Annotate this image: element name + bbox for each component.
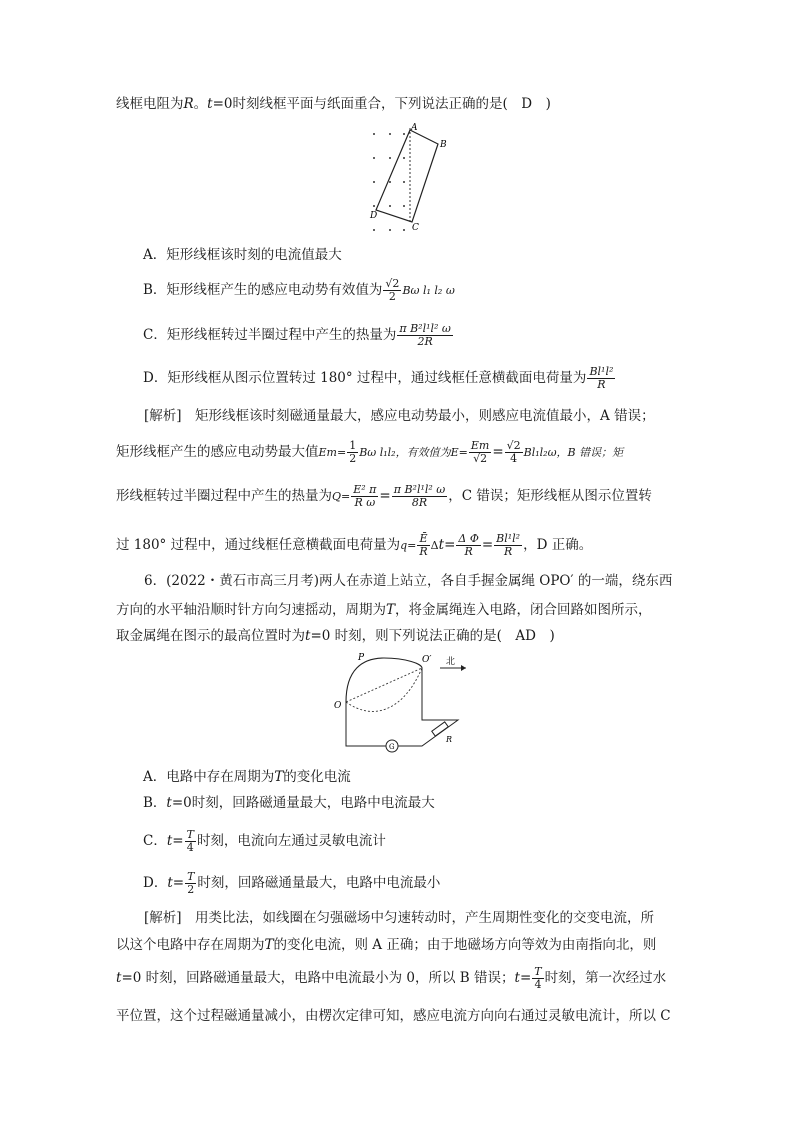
fraction — [347, 440, 358, 465]
analysis-text: 的变化电流，则 A 正确；由于地磁场方向等效为由南指向北，则 — [273, 937, 657, 953]
analysis-text: ，C 错误；矩形线框从图示位置转 — [448, 488, 652, 504]
option-text: D． — [143, 875, 168, 891]
fraction — [392, 484, 448, 509]
fraction — [351, 484, 378, 509]
fraction — [532, 966, 543, 991]
analysis-text: ，D 正确。 — [523, 537, 593, 553]
q6-option-d — [143, 871, 440, 896]
q6-stem-line-2 — [116, 600, 652, 620]
option-text: A．电路中存在周期为 — [143, 769, 275, 785]
q6-analysis-line-2 — [116, 935, 656, 955]
fraction — [469, 440, 491, 465]
label-b: B — [440, 140, 447, 150]
analysis-t: t — [116, 970, 122, 986]
option-text: B．矩形线框产生的感应电动势有效值为 — [143, 282, 383, 298]
analysis-formula: Δ — [430, 539, 439, 552]
analysis-t: t — [514, 970, 520, 986]
analysis-formula: Q= — [332, 490, 351, 503]
numerator: Bl¹l² — [589, 365, 614, 378]
north-arrow-head — [461, 665, 466, 671]
numerator: E² π — [353, 483, 377, 496]
q6-stem-t: t — [305, 628, 311, 644]
denominator: 2R — [417, 335, 433, 348]
label-c: C — [412, 223, 419, 233]
option-text: B． — [143, 795, 167, 811]
analysis-formula: E= — [450, 446, 468, 459]
q5-stem — [116, 94, 551, 114]
q5-analysis-line-4 — [116, 533, 592, 558]
rope-top — [346, 658, 422, 702]
q5-option-d — [143, 366, 616, 391]
equals: = — [481, 537, 494, 553]
q6-analysis-line-3 — [116, 966, 666, 991]
numerator: Bl¹l² — [496, 532, 521, 545]
q5-analysis-line-3 — [116, 484, 652, 509]
rotation-axis — [346, 668, 422, 702]
fraction — [456, 533, 480, 558]
option-text: C． — [143, 833, 167, 849]
denominator: √2 — [473, 452, 488, 465]
denominator: 2 — [349, 452, 357, 465]
analysis-text: Bl₁l₂ω，B 错误；矩 — [523, 446, 624, 459]
analysis-text: Bω l₁l₂，有效值为 — [359, 446, 451, 459]
option-text: 时刻，回路磁通量最大，电路中电流最小 — [197, 875, 441, 891]
q6-option-a — [143, 767, 351, 787]
denominator: 4 — [510, 452, 518, 465]
q6-option-b — [143, 793, 435, 813]
option-text: 时刻，电流向左通过灵敏电流计 — [196, 833, 386, 849]
q6-stem-t: T — [386, 602, 396, 618]
q6-stem-text: 方向的水平轴沿顺时针方向匀速摇动，周期为 — [116, 602, 386, 618]
analysis-text: 矩形线框产生的感应电动势最大值 — [116, 444, 319, 460]
numerator: Em — [470, 439, 490, 452]
q6-stem-text: =0 时刻，则下列说法正确的是( AD ) — [310, 628, 555, 644]
q5-stem-text: 。 — [193, 96, 208, 112]
option-t: t — [167, 875, 173, 891]
analysis-text: 过 180° 过程中，通过线框任意横截面电荷量为 — [116, 537, 401, 553]
fraction — [587, 366, 615, 391]
q6-option-c — [143, 829, 386, 854]
analysis-text: 以这个电路中存在周期为 — [116, 937, 265, 953]
denominator: 4 — [186, 841, 194, 854]
fraction — [505, 440, 523, 465]
magnetic-field-dots — [373, 133, 405, 231]
numerator: T — [187, 870, 195, 883]
equals: = — [172, 833, 184, 849]
fraction — [494, 533, 522, 558]
q6-figure-rope-circuit — [334, 650, 474, 758]
q6-stem-line-1: 6．(2022・黄石市高三月考)两人在赤道上站立，各自手握金属绳 OPO′ 的一端，绕东西 — [144, 573, 673, 589]
option-t: t — [166, 833, 173, 849]
q6-stem-line-3 — [116, 626, 555, 646]
label-o-prime: O′ — [422, 655, 432, 665]
option-t: t — [166, 795, 172, 811]
analysis-formula: q= — [400, 539, 417, 552]
label-g: G — [389, 743, 395, 751]
q6-stem-text: 取金属绳在图示的最高位置时为 — [116, 628, 305, 644]
numerator: π B²l¹l² ω — [393, 483, 446, 496]
q5-option-a: A．矩形线框该时刻的电流值最大 — [143, 247, 342, 263]
option-t: T — [274, 769, 284, 785]
analysis-text: 时刻，第一次经过水 — [544, 970, 667, 986]
denominator: R — [419, 545, 428, 558]
fraction — [397, 323, 453, 348]
label-d: D — [370, 211, 378, 221]
q5-figure-rotating-frame — [368, 122, 458, 234]
numerator: √2 — [506, 439, 521, 452]
option-text: 的变化电流 — [283, 769, 351, 785]
denominator: R — [464, 545, 473, 558]
option-text: C．矩形线框转过半圈过程中产生的热量为 — [143, 327, 397, 343]
option-text: =0时刻，回路磁通量最大，电路中电流最大 — [171, 795, 435, 811]
label-a: A — [411, 123, 418, 133]
q6-analysis-line-4: 平位置，这个过程磁通量减小，由楞次定律可知，感应电流方向向右通过灵敏电流计，所以 C — [116, 1008, 671, 1024]
q5-option-c — [143, 323, 454, 348]
equals: = — [172, 875, 185, 891]
denominator: 8R — [411, 496, 428, 509]
denominator: R — [597, 378, 606, 391]
rectangular-frame — [376, 130, 438, 222]
denominator: R — [503, 545, 513, 558]
denominator: 2 — [187, 883, 195, 896]
analysis-t: T — [264, 937, 274, 953]
rope-bottom-dashed — [346, 668, 422, 711]
numerator: 1 — [349, 439, 357, 452]
label-r: R — [446, 735, 453, 744]
resistor — [432, 722, 448, 736]
analysis-formula: Em= — [318, 446, 347, 459]
q5-stem-text: 线框电阻为 — [116, 96, 184, 112]
numerator: √2 — [385, 277, 400, 290]
fraction — [185, 871, 196, 896]
denominator: 2 — [388, 290, 396, 303]
numerator: T — [186, 828, 194, 841]
option-text: D．矩形线框从图示位置转过 180° 过程中，通过线框任意横截面电荷量为 — [143, 370, 587, 386]
q5-analysis-line-2 — [116, 440, 623, 465]
denominator: 4 — [534, 978, 542, 991]
q6-analysis-line-1: [解析] 用类比法，如线圈在匀强磁场中匀速转动时，产生周期性变化的交变电流，所 — [144, 910, 655, 926]
label-o: O — [334, 701, 342, 711]
numerator: T — [534, 965, 542, 978]
q5-stem-r: R — [183, 96, 194, 112]
denominator: R ω — [354, 496, 376, 509]
q5-stem-t: t — [207, 96, 213, 112]
equals: = — [444, 537, 456, 553]
option-formula: Bω l₁ l₂ ω — [402, 284, 455, 297]
analysis-formula: t — [438, 537, 445, 553]
q5-option-b — [143, 278, 455, 303]
label-north: 北 — [446, 657, 456, 667]
equals: = — [519, 970, 532, 986]
q5-analysis-line-1: [解析] 矩形线框该时刻磁通量最大，感应电动势最小，则感应电流值最小，A 错误； — [144, 408, 655, 424]
numerator: Δ Φ — [458, 532, 479, 545]
q6-stem-text: ，将金属绳连入电路，闭合回路如图所示， — [395, 602, 652, 618]
wire-left — [346, 702, 386, 746]
fraction — [383, 278, 401, 303]
fraction — [417, 533, 429, 558]
equals: = — [492, 444, 504, 460]
fraction — [185, 829, 196, 854]
q5-stem-text: =0时刻线框平面与纸面重合，下列说法正确的是( D ) — [212, 96, 551, 112]
equals: = — [379, 488, 391, 504]
analysis-text: =0 时刻，回路磁通量最大，电路中电流最小为 0，所以 B 错误； — [121, 970, 515, 986]
analysis-text: 形线框转过半圈过程中产生的热量为 — [116, 488, 332, 504]
numerator: π B²l¹l² ω — [399, 322, 451, 335]
numerator: Ē — [417, 533, 429, 546]
label-p: P — [358, 653, 365, 663]
